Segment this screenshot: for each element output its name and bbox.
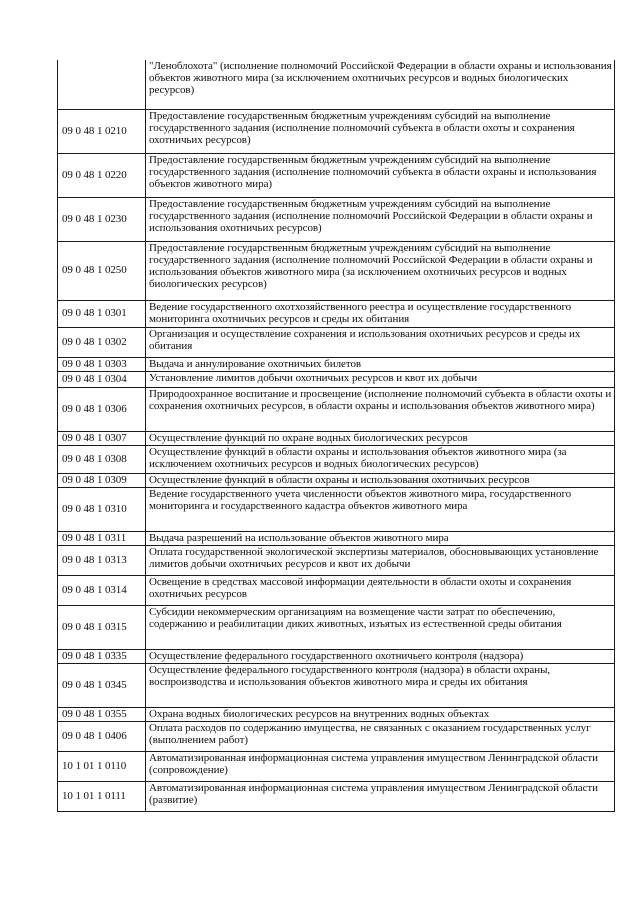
table-row: [58, 473, 615, 487]
table-row: [58, 649, 615, 663]
table-body: [58, 60, 615, 811]
table-row: [58, 371, 615, 387]
budget-code-cell: 09 0 48 1 0250: [58, 241, 146, 300]
description-cell: "Леноблохота" (исполнение полномочий Российской Федерации в области охраны и использования объектов животного мира (за исключением охотничьих ресурсов и водных биологических ресурсов): [146, 60, 615, 109]
budget-code-cell: 09 0 48 1 0355: [58, 707, 146, 721]
budget-code-cell: 09 0 48 1 0306: [58, 387, 146, 431]
table-row: [58, 721, 615, 751]
description-cell: Осуществление федерального государственного контроля (надзора) в области охраны, воспроизводства и использования объектов животного мира и среды их обитания: [146, 663, 615, 707]
table-row: [58, 531, 615, 545]
description-cell: Ведение государственного охотхозяйственного реестра и осуществление государственного мониторинга охотничьих ресурсов и среды их обитания: [146, 300, 615, 327]
table-row: [58, 663, 615, 707]
budget-code-cell: 09 0 48 1 0303: [58, 357, 146, 371]
description-cell: Оплата расходов по содержанию имущества, не связанных с оказанием государственных услуг (выполнением работ): [146, 721, 615, 751]
table-row: [58, 300, 615, 327]
budget-code-cell: 09 0 48 1 0302: [58, 327, 146, 357]
table-row: [58, 605, 615, 649]
table-row: [58, 781, 615, 811]
description-cell: Автоматизированная информационная система управления имуществом Ленинградской области (развитие): [146, 781, 615, 811]
budget-code-cell: [58, 60, 146, 109]
budget-code-cell: 09 0 48 1 0313: [58, 545, 146, 575]
table-row: [58, 545, 615, 575]
description-cell: Осуществление федерального государственного охотничьего контроля (надзора): [146, 649, 615, 663]
description-cell: Осуществление функций в области охраны и использования объектов животного мира (за исключением охотничьих ресурсов и водных биологических ресурсов): [146, 445, 615, 473]
table-row: [58, 387, 615, 431]
description-cell: Субсидии некоммерческим организациям на возмещение части затрат по обеспечению, содержанию и реабилитации диких животных, изъятых из естественной среды обитания: [146, 605, 615, 649]
budget-code-cell: 09 0 48 1 0315: [58, 605, 146, 649]
budget-code-cell: 10 1 01 1 0111: [58, 781, 146, 811]
budget-code-cell: 09 0 48 1 0335: [58, 649, 146, 663]
table-row: [58, 487, 615, 531]
description-cell: Выдача разрешений на использование объектов животного мира: [146, 531, 615, 545]
budget-code-cell: 09 0 48 1 0230: [58, 197, 146, 241]
budget-code-cell: 10 1 01 1 0110: [58, 751, 146, 781]
budget-code-cell: 09 0 48 1 0310: [58, 487, 146, 531]
budget-code-cell: 09 0 48 1 0308: [58, 445, 146, 473]
description-cell: Организация и осуществление сохранения и использования охотничьих ресурсов и среды их обитания: [146, 327, 615, 357]
description-cell: Выдача и аннулирование охотничьих билетов: [146, 357, 615, 371]
budget-code-cell: 09 0 48 1 0345: [58, 663, 146, 707]
description-cell: Предоставление государственным бюджетным учреждениям субсидий на выполнение государственного задания (исполнение полномочий субъекта в области охраны и использования объектов животного мира): [146, 153, 615, 197]
table-row: [58, 357, 615, 371]
table-row: [58, 751, 615, 781]
description-cell: Предоставление государственным бюджетным учреждениям субсидий на выполнение государственного задания (исполнение полномочий Российской Федерации в области охраны и использования охотничьих ресурсов): [146, 197, 615, 241]
budget-code-cell: 09 0 48 1 0301: [58, 300, 146, 327]
table-row: [58, 60, 615, 109]
description-cell: Осуществление функций в области охраны и использования охотничьих ресурсов: [146, 473, 615, 487]
budget-code-cell: 09 0 48 1 0311: [58, 531, 146, 545]
description-cell: Предоставление государственным бюджетным учреждениям субсидий на выполнение государственного задания (исполнение полномочий Российской Федерации в области охраны и использования объектов животного мира (за исключением охотничьих ресурсов и водных биологических ресурсов): [146, 241, 615, 300]
description-cell: Освещение в средствах массовой информации деятельности в области охоты и сохранения охотничьих ресурсов: [146, 575, 615, 605]
budget-code-cell: 09 0 48 1 0309: [58, 473, 146, 487]
table-row: [58, 153, 615, 197]
description-cell: Охрана водных биологических ресурсов на внутренних водных объектах: [146, 707, 615, 721]
table-row: [58, 109, 615, 153]
description-cell: Предоставление государственным бюджетным учреждениям субсидий на выполнение государственного задания (исполнение полномочий субъекта в области охоты и сохранения охотничьих ресурсов): [146, 109, 615, 153]
table-row: [58, 327, 615, 357]
description-cell: Природоохранное воспитание и просвещение (исполнение полномочий субъекта в области охоты и сохранения охотничьих ресурсов, в области охраны и использования объектов животного мира): [146, 387, 615, 431]
table-row: [58, 241, 615, 300]
budget-code-cell: 09 0 48 1 0406: [58, 721, 146, 751]
table-row: [58, 445, 615, 473]
budget-code-cell: 09 0 48 1 0314: [58, 575, 146, 605]
description-cell: Ведение государственного учета численности объектов животного мира, государственного мониторинга и государственного кадастра объектов животного мира: [146, 487, 615, 531]
description-cell: Осуществление функций по охране водных биологических ресурсов: [146, 431, 615, 445]
table-row: [58, 431, 615, 445]
budget-code-cell: 09 0 48 1 0304: [58, 371, 146, 387]
table-row: [58, 707, 615, 721]
description-cell: Установление лимитов добычи охотничьих ресурсов и квот их добычи: [146, 371, 615, 387]
table-row: [58, 197, 615, 241]
description-cell: Оплата государственной экологической экспертизы материалов, обосновывающих установление лимитов добычи охотничьих ресурсов и квот их добычи: [146, 545, 615, 575]
budget-code-cell: 09 0 48 1 0220: [58, 153, 146, 197]
budget-code-cell: 09 0 48 1 0307: [58, 431, 146, 445]
description-cell: Автоматизированная информационная система управления имуществом Ленинградской области (сопровождение): [146, 751, 615, 781]
budget-code-cell: 09 0 48 1 0210: [58, 109, 146, 153]
budget-code-table: [57, 60, 615, 812]
table-row: [58, 575, 615, 605]
